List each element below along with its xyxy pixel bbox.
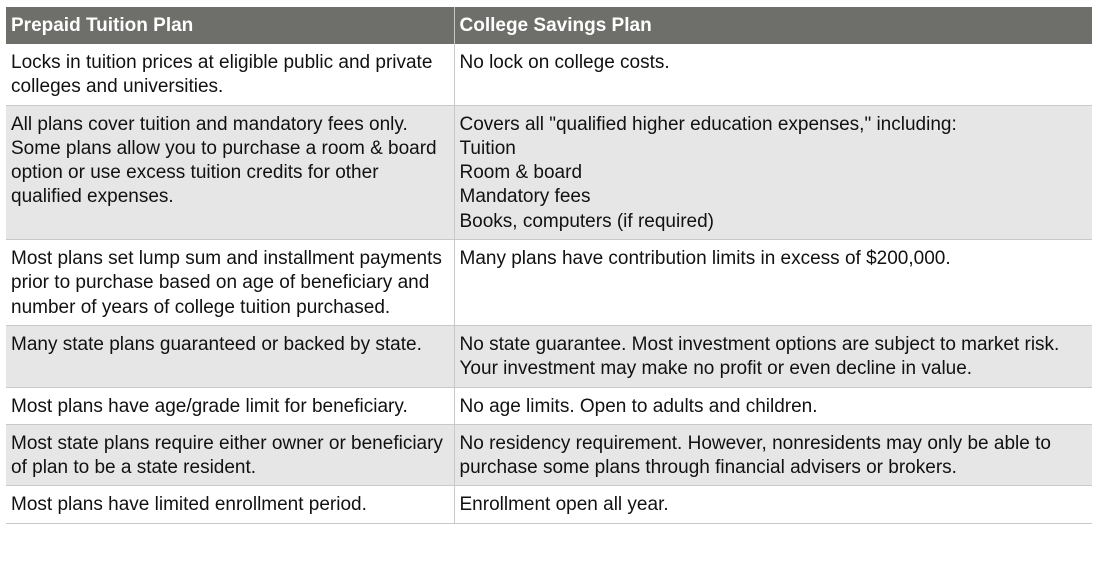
comparison-table-container <box>6 7 1092 524</box>
savings-cell <box>454 105 1092 239</box>
savings-cell-text: Many plans have contribution limits in excess of $200,000. <box>459 248 951 270</box>
table-row <box>6 44 1092 105</box>
table-row <box>6 325 1092 387</box>
prepaid-cell: Many state plans guaranteed or backed by state. <box>6 325 454 387</box>
prepaid-cell: All plans cover tuition and mandatory fees only. Some plans allow you to purchase a room & board option or use excess tuition credits for other qualified expenses. <box>6 105 454 239</box>
savings-list-item: Books, computers (if required) <box>459 210 714 232</box>
savings-cell <box>454 44 1092 105</box>
prepaid-cell: Most plans have age/grade limit for beneficiary. <box>6 387 454 424</box>
savings-cell-text: Enrollment open all year. <box>459 494 669 516</box>
prepaid-cell: Most state plans require either owner or beneficiary of plan to be a state resident. <box>6 424 454 486</box>
comparison-table <box>6 7 1092 524</box>
savings-list-item: Room & board <box>459 162 583 184</box>
savings-list-item: Tuition <box>459 137 516 159</box>
savings-list-item: Mandatory fees <box>459 186 591 208</box>
savings-cell <box>454 486 1092 523</box>
table-header-row <box>6 7 1092 44</box>
savings-cell <box>454 325 1092 387</box>
savings-cell <box>454 387 1092 424</box>
prepaid-cell: Most plans have limited enrollment period. <box>6 486 454 523</box>
savings-cell-text: Covers all "qualified higher education expenses," including: <box>459 113 957 135</box>
savings-cell <box>454 240 1092 326</box>
savings-cell-text: No residency requirement. However, nonresidents may only be able to purchase some plans through financial advisers or brokers. <box>459 432 1051 479</box>
table-row <box>6 387 1092 424</box>
prepaid-cell: Most plans set lump sum and installment payments prior to purchase based on age of beneficiary and number of years of college tuition purchased. <box>6 240 454 326</box>
table-row <box>6 486 1092 523</box>
savings-cell-text: No state guarantee. Most investment options are subject to market risk. Your investment may make no profit or even decline in value. <box>459 333 1060 380</box>
header-college-savings-plan: College Savings Plan <box>454 7 1092 44</box>
savings-cell-text: No lock on college costs. <box>459 52 670 73</box>
table-row <box>6 424 1092 486</box>
table-row <box>6 240 1092 326</box>
header-prepaid-tuition-plan: Prepaid Tuition Plan <box>6 7 454 44</box>
prepaid-cell: Locks in tuition prices at eligible public and private colleges and universities. <box>6 44 454 105</box>
savings-cell <box>454 424 1092 486</box>
table-row <box>6 105 1092 239</box>
savings-cell-text: No age limits. Open to adults and children. <box>459 395 818 417</box>
